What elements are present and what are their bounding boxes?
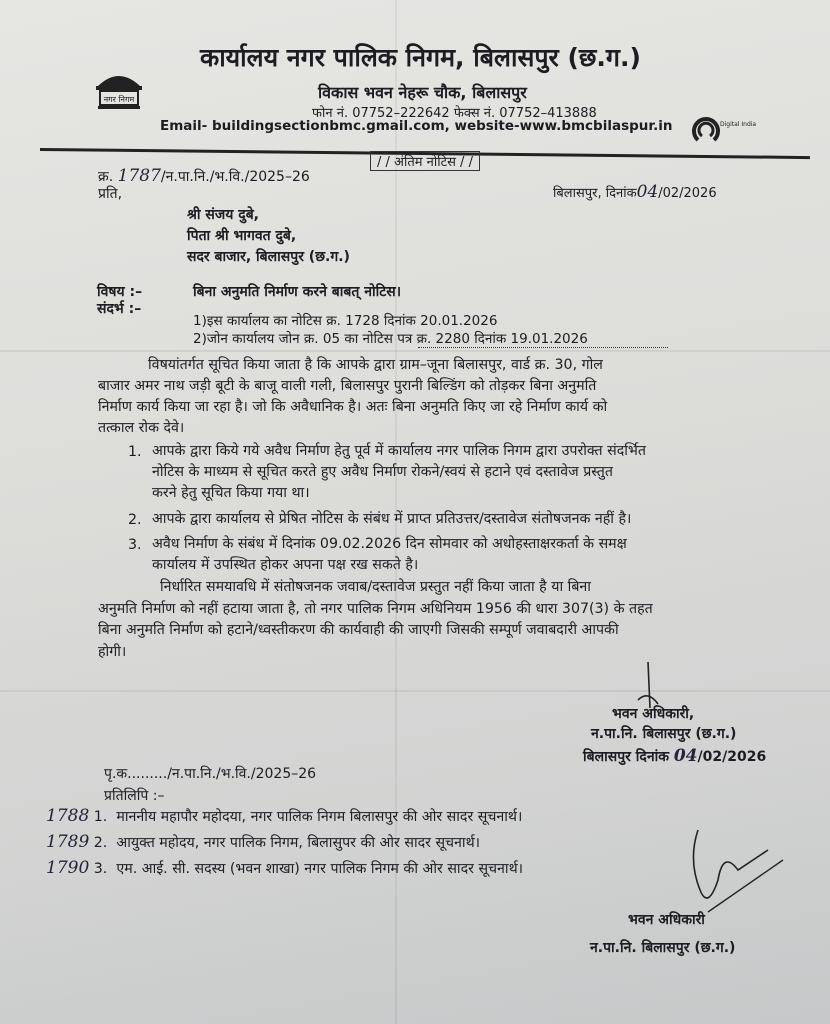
- body-paragraph: होगी।: [98, 644, 127, 660]
- addressee-father: पिता श्री भागवत दुबे,: [187, 228, 297, 244]
- email-website: Email- buildingsectionbmc.gmail.com, website-www.bmcbilaspur.in: [160, 118, 673, 134]
- point-text: आपके द्वारा कार्यालय से प्रेषित नोटिस के संबंध में प्राप्त प्रतिउत्तर/दस्तावेज संतोषजनक नहीं है।: [152, 511, 632, 527]
- point-text: अवैध निर्माण के संबंध में दिनांक 09.02.2026 दिन सोमवार को अधोहस्ताक्षरकर्ता के समक्ष: [152, 536, 627, 552]
- point-text: कार्यालय में उपस्थित होकर अपना पक्ष रख सकते है।: [152, 557, 419, 573]
- signatory-date: [583, 746, 766, 766]
- copy-item: [46, 832, 480, 852]
- body-paragraph: बाजार अमर नाथ जड़ी बूटी के बाजू वाली गली, बिलासपुर पुरानी बिल्डिंग को तोड़कर बिना अनुमति: [98, 378, 597, 394]
- point-number: 1.: [128, 444, 142, 460]
- paper-fold: [0, 690, 830, 692]
- body-paragraph: बिना अनुमति निर्माण को हटाने/ध्वस्तीकरण की कार्यवाही की जाएगी जिसकी सम्पूर्ण जवाबदारी आपकी: [98, 622, 619, 638]
- body-paragraph: निर्माण कार्य किया जा रहा है। जो कि अवैधानिक है। अतः बिना अनुमति किए जा रहे निर्माण कार्य को: [98, 399, 608, 415]
- body-paragraph: अनुमति निर्माण को नहीं हटाया जाता है, तो नगर पालिक निगम अधिनियम 1956 की धारा 307(3) के तहत: [98, 601, 653, 617]
- signatory-office: न.पा.नि. बिलासपुर (छ.ग.): [591, 726, 737, 742]
- ref-suffix: /न.पा.नि./भ.वि./2025–26: [160, 169, 310, 185]
- date-handwritten: 04: [636, 182, 659, 202]
- copy-handwritten-number: 1789: [46, 832, 90, 852]
- phone-fax: फोन नं. 07752–222642 फेक्स नं. 07752–413888: [312, 106, 597, 121]
- ref-prefix: क्र.: [98, 169, 114, 185]
- copy-label: प्रतिलिपि :–: [104, 788, 165, 804]
- reference-number: [98, 166, 310, 186]
- place-date-prefix: बिलासपुर, दिनांक: [553, 186, 637, 201]
- digital-india-text: Digital India: [720, 121, 757, 128]
- point-number: 2.: [128, 512, 142, 528]
- copy-item: [46, 806, 522, 826]
- addressee-address: सदर बाजार, बिलासपुर (छ.ग.): [187, 249, 350, 265]
- signature-mark: [628, 660, 668, 710]
- emblem-text: नगर निगम: [103, 95, 135, 104]
- copy-item-text: आयुक्त महोदय, नगर पालिक निगम, बिलासुपर की ओर सादर सूचनार्थ।: [116, 835, 481, 851]
- subject-text: बिना अनुमति निर्माण करने बाबत् नोटिस।: [193, 284, 402, 300]
- to-label: प्रति,: [98, 186, 123, 202]
- signature-mark: [678, 820, 788, 920]
- date-suffix: /02/2026: [658, 186, 717, 201]
- point-number: 3.: [128, 537, 142, 553]
- signatory-date-handwritten: 04: [673, 746, 698, 766]
- copy-item-text: माननीय महापौर महोदया, नगर पालिक निगम बिलासपुर की ओर सादर सूचनार्थ।: [116, 809, 523, 825]
- ref-handwritten-number: 1787: [117, 166, 161, 186]
- copy-handwritten-number: 1790: [46, 858, 90, 878]
- signatory-title: भवन अधिकारी: [628, 912, 705, 928]
- reference-item: 2)जोन कार्यालय जोन क्र. 05 का नोटिस पत्र क्र. 2280 दिनांक 19.01.2026: [193, 331, 588, 347]
- signatory-date-suffix: /02/2026: [697, 749, 767, 765]
- place-date: [553, 182, 717, 202]
- body-paragraph: निर्धारित समयावधि में संतोषजनक जवाब/दस्तावेज प्रस्तुत नहीं किया जाता है या बिना: [160, 579, 591, 595]
- copy-reference: पृ.क........./न.पा.नि./भ.वि./2025–26: [104, 766, 317, 782]
- copy-handwritten-number: 1788: [46, 806, 90, 826]
- paper-fold: [0, 350, 830, 352]
- copy-item: [46, 858, 523, 878]
- signatory-office: न.पा.नि. बिलासपुर (छ.ग.): [590, 940, 736, 956]
- point-text: करने हेतु सूचित किया गया था।: [152, 485, 310, 501]
- copy-item-number: 3.: [93, 861, 108, 877]
- addressee-name: श्री संजय दुबे,: [187, 207, 260, 223]
- office-address: विकास भवन नेहरू चौक, बिलासपुर: [318, 83, 527, 102]
- final-notice-tag: / / अंतिम नोटिस / /: [370, 151, 480, 171]
- reference-label: संदर्भ :–: [97, 301, 142, 317]
- point-text: नोटिस के माध्यम से सूचित करते हुए अवैध निर्माण रोकने/स्वयं से हटाने एवं दस्तावेज प्रस्तुत: [152, 464, 613, 480]
- reference-item: 1)इस कार्यालय का नोटिस क्र. 1728 दिनांक 20.01.2026: [193, 313, 498, 329]
- body-paragraph: तत्काल रोक देवे।: [98, 420, 185, 436]
- copy-item-number: 1.: [93, 809, 108, 825]
- copy-item-number: 2.: [93, 835, 108, 851]
- point-text: आपके द्वारा किये गये अवैध निर्माण हेतु पूर्व में कार्यालय नगर पालिक निगम द्वारा उपरोक्त संदर्भित: [152, 443, 646, 459]
- signatory-title: भवन अधिकारी,: [612, 706, 695, 722]
- body-paragraph: विषयांतर्गत सूचित किया जाता है कि आपके द्वारा ग्राम–जूना बिलासपुर, वार्ड क्र. 30, गोल: [148, 357, 603, 373]
- signatory-date-prefix: बिलासपुर दिनांक: [583, 749, 669, 765]
- municipal-emblem-icon: [92, 66, 146, 112]
- subject-label: विषय :–: [97, 284, 143, 300]
- office-title: कार्यालय नगर पालिक निगम, बिलासपुर (छ.ग.): [200, 43, 641, 72]
- digital-india-logo-icon: [690, 112, 757, 146]
- dotted-underline: [418, 347, 668, 348]
- copy-item-text: एम. आई. सी. सदस्य (भवन शाखा) नगर पालिक निगम की ओर सादर सूचनार्थ।: [116, 861, 524, 877]
